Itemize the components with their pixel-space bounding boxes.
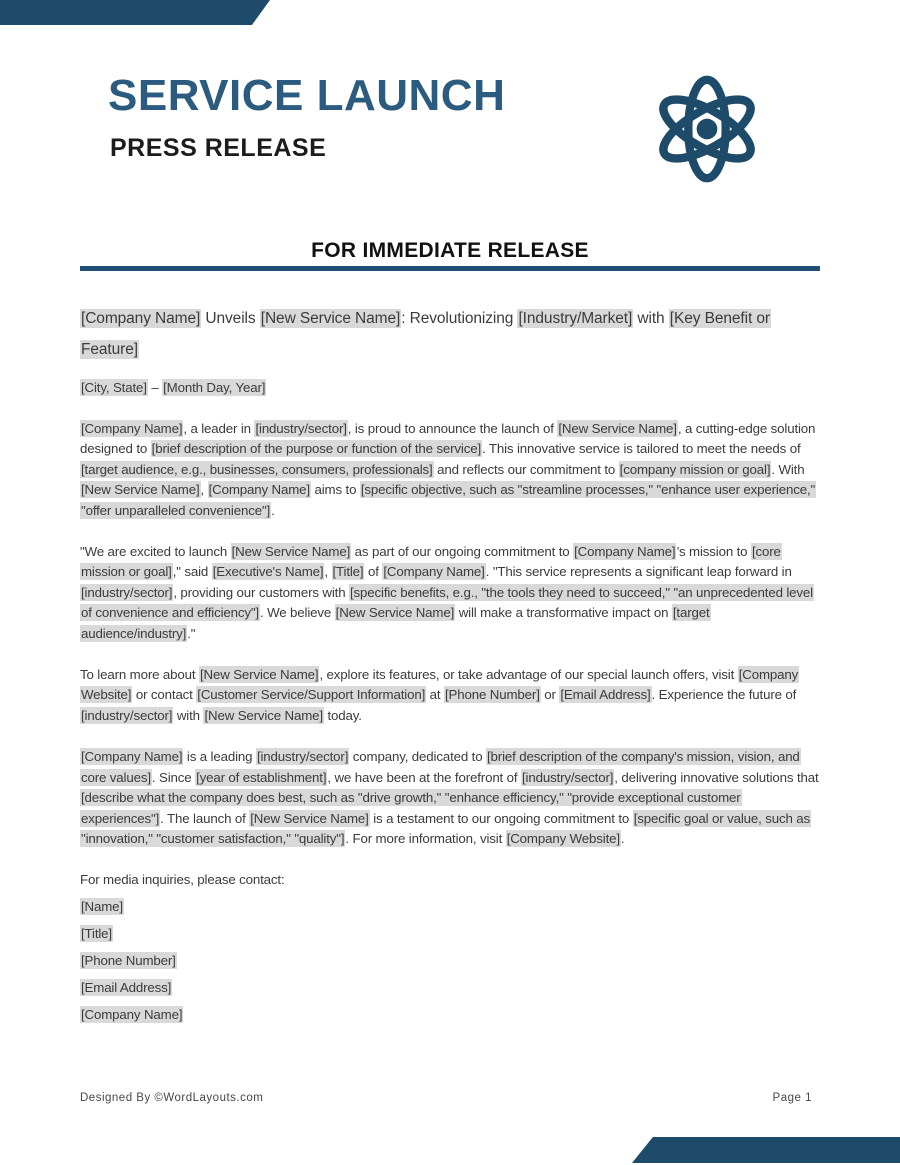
- text-run: : Revolutionizing: [401, 310, 518, 327]
- divider-rule: [80, 266, 820, 271]
- dateline: [80, 378, 820, 398]
- text-run: . "This service represents a significant leap forward in: [485, 564, 792, 580]
- placeholder-field: [target audience/industry]: [81, 605, 710, 641]
- media-contact-fields: [80, 897, 820, 1025]
- placeholder-field: [Company Name]: [81, 1007, 183, 1023]
- placeholder-field: [Email Address]: [560, 687, 651, 703]
- placeholder-field: [New Service Name]: [250, 810, 369, 826]
- text-run: . We believe: [259, 605, 335, 621]
- placeholder-field: [Company Name]: [383, 564, 485, 580]
- placeholder-field: [New Service Name]: [204, 707, 323, 723]
- text-run: aims to: [310, 482, 360, 498]
- page-number: Page 1: [772, 1092, 812, 1104]
- text-run: To learn more about: [80, 667, 199, 683]
- paragraph-company-boilerplate: [80, 747, 820, 849]
- placeholder-field: [company mission or goal]: [619, 461, 771, 477]
- placeholder-field: [Company Website]: [506, 830, 620, 846]
- text-run: , we have been at the forefront of: [327, 769, 521, 785]
- placeholder-field: [specific benefits, e.g., "the tools they need to succeed," "an unprecedented level of convenience and efficiency"]: [81, 584, 813, 621]
- text-run: .": [187, 625, 196, 641]
- text-run: company, dedicated to: [349, 749, 486, 765]
- text-run: is a leading: [183, 749, 256, 765]
- placeholder-field: [core mission or goal]: [81, 544, 781, 580]
- text-run: . Experience the future of: [651, 687, 797, 703]
- placeholder-field: [industry/sector]: [521, 769, 614, 785]
- text-run: . For more information, visit: [345, 830, 506, 846]
- text-run: .: [271, 502, 275, 518]
- release-banner: FOR IMMEDIATE RELEASE: [311, 239, 589, 262]
- text-run: ,: [324, 564, 332, 580]
- text-run: ,: [200, 482, 208, 498]
- placeholder-field: [specific goal or value, such as "innovation," "customer satisfaction," "quality"]: [81, 810, 810, 846]
- media-contact-line: [80, 1005, 820, 1025]
- media-contact-intro: For media inquiries, please contact:: [80, 872, 285, 888]
- placeholder-field: [New Service Name]: [260, 310, 401, 327]
- placeholder-field: [Executive's Name]: [212, 564, 324, 580]
- text-run: . Since: [151, 769, 196, 785]
- text-run: "We are excited to launch: [80, 544, 231, 560]
- placeholder-field: [industry/sector]: [81, 707, 173, 723]
- text-run: of: [364, 564, 383, 580]
- placeholder-field: [Phone Number]: [445, 687, 540, 703]
- text-run: or: [540, 687, 560, 703]
- placeholder-field: [Title]: [81, 926, 112, 942]
- placeholder-field: [Company Name]: [574, 544, 676, 560]
- paragraph-learn-more: [80, 665, 820, 726]
- placeholder-field: [New Service Name]: [558, 421, 677, 436]
- placeholder-field: [brief description of the purpose or function of the service]: [151, 441, 482, 457]
- placeholder-field: [Company Name]: [81, 310, 201, 327]
- placeholder-field: [New Service Name]: [81, 482, 200, 498]
- placeholder-field: [Company Name]: [208, 482, 310, 498]
- placeholder-field: [describe what the company does best, such as "drive growth," "enhance efficiency," "provide exceptional customer experiences"]: [81, 790, 741, 826]
- placeholder-field: [industry/sector]: [256, 749, 349, 765]
- media-contact-line: [80, 951, 820, 971]
- text-run: or contact: [132, 687, 197, 703]
- headline: [80, 303, 820, 365]
- placeholder-field: [Company Name]: [81, 421, 183, 436]
- text-run: ’s mission to: [676, 544, 751, 560]
- text-run: , a cutting-edge solution designed to: [80, 421, 816, 457]
- placeholder-field: [Title]: [332, 564, 364, 580]
- media-contact-line: [80, 924, 820, 944]
- atom-icon: [648, 70, 766, 188]
- media-contact-line: [80, 897, 820, 917]
- text-run: ," said: [172, 564, 212, 580]
- placeholder-field: [industry/sector]: [81, 584, 173, 600]
- placeholder-field: [Industry/Market]: [518, 310, 633, 327]
- text-run: with: [173, 707, 204, 723]
- placeholder-field: [specific objective, such as "streamline processes," "enhance user experience," "offer unparalleled convenience"]: [81, 482, 816, 518]
- text-run: , providing our customers with: [173, 584, 349, 600]
- placeholder-field: [Month Day, Year]: [163, 380, 266, 395]
- placeholder-field: [Company Name]: [81, 749, 183, 765]
- placeholder-field: [Company Website]: [81, 667, 799, 703]
- placeholder-field: [New Service Name]: [231, 544, 351, 560]
- media-contact-line: [80, 978, 820, 998]
- header-accent-shape: [0, 0, 270, 25]
- placeholder-field: [brief description of the company's mission, vision, and core values]: [81, 749, 800, 785]
- text-run: Unveils: [201, 310, 260, 327]
- text-run: , delivering innovative solutions that: [614, 769, 819, 785]
- placeholder-field: [Email Address]: [81, 980, 172, 996]
- placeholder-field: [City, State]: [81, 380, 147, 395]
- placeholder-field: [target audience, e.g., businesses, consumers, professionals]: [81, 461, 433, 477]
- text-run: , is proud to announce the launch of: [347, 421, 558, 436]
- text-run: will make a transformative impact on: [455, 605, 672, 621]
- text-run: is a testament to our ongoing commitment to: [369, 810, 633, 826]
- placeholder-field: [industry/sector]: [255, 421, 347, 436]
- text-run: at: [426, 687, 445, 703]
- footer-accent-shape: [632, 1137, 900, 1163]
- designer-credit: Designed By ©WordLayouts.com: [80, 1092, 264, 1104]
- text-run: . The launch of: [160, 810, 250, 826]
- text-run: , a leader in: [183, 421, 255, 436]
- placeholder-field: [Name]: [81, 899, 123, 915]
- document-subtitle: PRESS RELEASE: [110, 134, 327, 162]
- placeholder-field: [year of establishment]: [196, 769, 327, 785]
- placeholder-field: [Customer Service/Support Information]: [197, 687, 426, 703]
- placeholder-field: [New Service Name]: [199, 667, 319, 683]
- text-run: as part of our ongoing commitment to: [351, 544, 574, 560]
- placeholder-field: [New Service Name]: [335, 605, 455, 621]
- text-run: –: [147, 380, 163, 395]
- text-run: today.: [323, 707, 362, 723]
- text-run: .: [620, 830, 625, 846]
- text-run: . With: [771, 461, 805, 477]
- placeholder-field: [Phone Number]: [81, 953, 176, 969]
- text-run: with: [633, 310, 669, 327]
- text-run: , explore its features, or take advantage of our special launch offers, visit: [319, 667, 738, 683]
- placeholder-field: [Key Benefit or Feature]: [81, 310, 770, 358]
- paragraph-executive-quote: [80, 542, 820, 644]
- document-title: SERVICE LAUNCH: [108, 71, 506, 120]
- text-run: . This innovative service is tailored to meet the needs of: [482, 441, 801, 457]
- document-body: [80, 303, 820, 1032]
- paragraph-announcement: [80, 419, 820, 521]
- text-run: and reflects our commitment to: [433, 461, 619, 477]
